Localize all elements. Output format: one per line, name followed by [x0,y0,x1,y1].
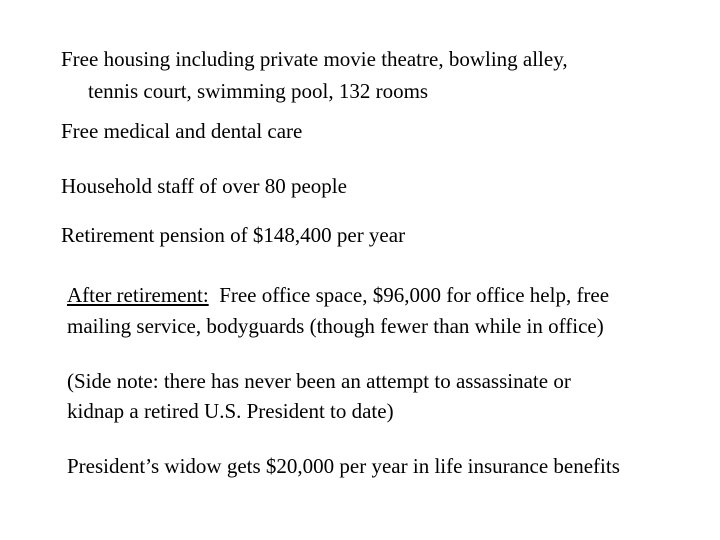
housing-line-2: tennis court, swimming pool, 132 rooms [88,79,429,103]
after-retirement-line-2: mailing service, bodyguards (though fewer than while in office) [67,314,604,338]
after-retirement-heading: After retirement: [67,283,209,307]
after-retirement-text: Free office space, $96,000 for office help, free [208,283,610,307]
housing-line-1: Free housing including private movie theatre, bowling alley, [61,47,568,71]
pension-line: Retirement pension of $148,400 per year [61,223,406,247]
side-note-line-1: (Side note: there has never been an attempt to assassinate or [67,369,571,393]
medical-line: Free medical and dental care [61,119,303,143]
after-retirement-line-1 [67,282,609,309]
staff-line: Household staff of over 80 people [61,174,347,198]
side-note-line-2: kidnap a retired U.S. President to date) [67,399,394,423]
widow-line: President’s widow gets $20,000 per year in life insurance benefits [67,454,620,478]
